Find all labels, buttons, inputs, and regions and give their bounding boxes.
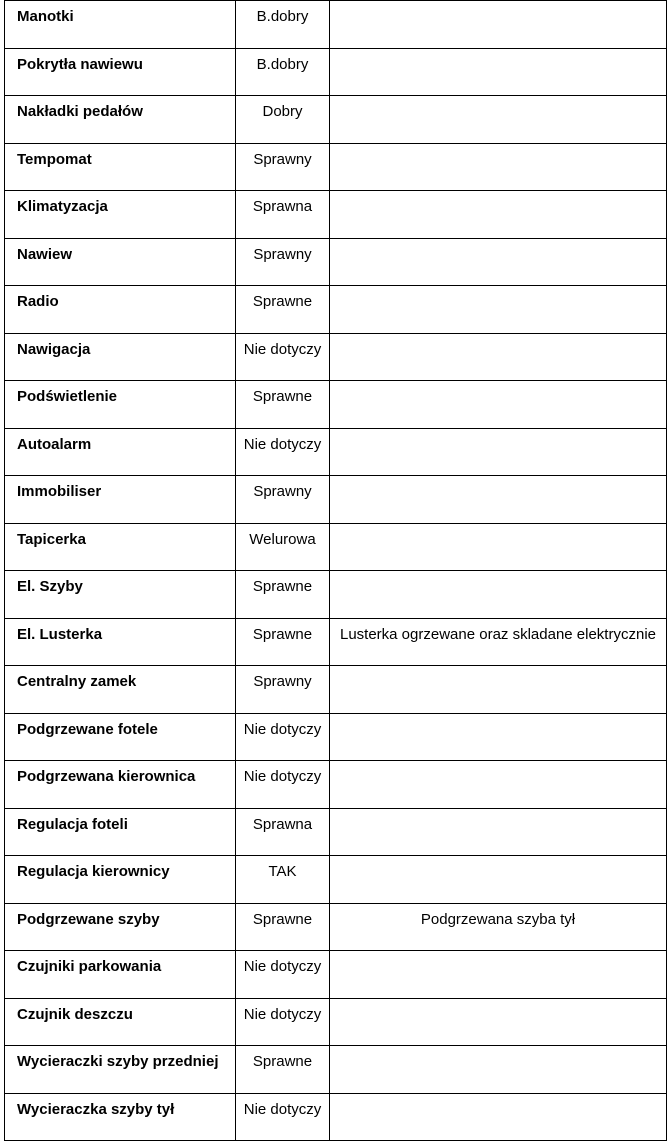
item-label-cell (5, 523, 236, 571)
item-label-cell (5, 998, 236, 1046)
item-note-cell (330, 1, 667, 49)
item-status-cell (236, 381, 330, 429)
item-status-cell (236, 476, 330, 524)
table-row (5, 523, 667, 571)
item-note-cell (330, 191, 667, 239)
table-row (5, 1, 667, 49)
item-label: Podgrzewane fotele (17, 720, 158, 738)
item-status-cell (236, 48, 330, 96)
item-status: Sprawna (252, 198, 313, 215)
item-status: Nie dotyczy (243, 720, 322, 738)
item-status-cell (236, 1093, 330, 1141)
item-label-cell (5, 143, 236, 191)
item-note-cell (330, 998, 667, 1046)
item-label: Wycieraczki szyby przedniej (17, 1053, 219, 1070)
item-status: Sprawne (252, 578, 313, 595)
item-label: Radio (17, 293, 59, 310)
item-label-cell (5, 618, 236, 666)
item-status-cell (236, 808, 330, 856)
table-row (5, 808, 667, 856)
item-label-cell (5, 1093, 236, 1141)
item-note-cell (330, 808, 667, 856)
item-label-cell (5, 238, 236, 286)
item-label: Immobiliser (17, 483, 102, 500)
item-label-cell (5, 191, 236, 239)
item-note-cell (330, 523, 667, 571)
item-status-cell (236, 856, 330, 904)
item-status-cell (236, 761, 330, 809)
item-label: Czujniki parkowania (17, 958, 162, 975)
item-label-cell (5, 571, 236, 619)
item-note-cell (330, 903, 667, 951)
item-label: Tempomat (17, 150, 92, 168)
item-label: Regulacja kierownicy (17, 863, 170, 880)
table-row (5, 1093, 667, 1141)
item-status: Sprawna (252, 815, 313, 833)
item-label: Centralny zamek (17, 673, 137, 690)
item-label-cell (5, 476, 236, 524)
table-row (5, 618, 667, 666)
item-note-cell (330, 666, 667, 714)
item-label: Klimatyzacja (17, 198, 108, 215)
item-label: Podgrzewane szyby (17, 910, 160, 928)
item-label-cell (5, 761, 236, 809)
item-label-cell (5, 903, 236, 951)
item-status-cell (236, 903, 330, 951)
item-status-cell (236, 286, 330, 334)
equipment-checklist-table (4, 0, 667, 1141)
item-status: Nie dotyczy (243, 768, 322, 785)
item-note-cell (330, 856, 667, 904)
item-note-cell (330, 333, 667, 381)
item-status-cell (236, 998, 330, 1046)
item-label-cell (5, 951, 236, 999)
item-label-cell (5, 381, 236, 429)
item-status: Welurowa (249, 530, 316, 548)
item-status: Sprawny (253, 673, 312, 690)
item-label-cell (5, 713, 236, 761)
item-status: Nie dotyczy (243, 1100, 322, 1118)
item-status: Sprawne (252, 625, 313, 643)
item-label: Tapicerka (17, 530, 86, 548)
checklist-body (5, 1, 667, 1141)
item-status: Nie dotyczy (243, 340, 322, 358)
item-note-cell (330, 476, 667, 524)
item-label: El. Szyby (17, 578, 83, 595)
item-note-cell (330, 951, 667, 999)
item-label-cell (5, 808, 236, 856)
item-status-cell (236, 951, 330, 999)
item-note: Podgrzewana szyba tył (420, 910, 576, 928)
table-row (5, 1046, 667, 1094)
table-row (5, 713, 667, 761)
item-label-cell (5, 48, 236, 96)
table-row (5, 333, 667, 381)
table-row (5, 238, 667, 286)
item-label: Podgrzewana kierownica (17, 768, 196, 785)
item-note-cell (330, 428, 667, 476)
table-row (5, 96, 667, 144)
table-row (5, 998, 667, 1046)
item-status-cell (236, 333, 330, 381)
item-note-cell (330, 713, 667, 761)
item-note-cell (330, 48, 667, 96)
item-status: TAK (268, 863, 297, 880)
item-label-cell (5, 333, 236, 381)
item-status-cell (236, 143, 330, 191)
item-status-cell (236, 428, 330, 476)
item-status-cell (236, 238, 330, 286)
item-note-cell (330, 381, 667, 429)
item-status-cell (236, 1046, 330, 1094)
item-label: Czujnik deszczu (17, 1005, 133, 1023)
item-status: Nie dotyczy (243, 958, 322, 975)
table-row (5, 951, 667, 999)
item-status-cell (236, 666, 330, 714)
item-label: Wycieraczka szyby tył (17, 1100, 175, 1118)
item-note-cell (330, 286, 667, 334)
item-status: B.dobry (256, 8, 309, 25)
table-row (5, 428, 667, 476)
item-status-cell (236, 713, 330, 761)
item-status: Sprawne (252, 1053, 313, 1070)
item-status: Sprawne (252, 388, 313, 405)
item-status: Nie dotyczy (243, 1005, 322, 1023)
item-label-cell (5, 1046, 236, 1094)
item-label: Autoalarm (17, 435, 92, 453)
table-row (5, 476, 667, 524)
item-status: Nie dotyczy (243, 435, 322, 453)
item-status-cell (236, 523, 330, 571)
item-status: Sprawny (253, 150, 312, 168)
item-label-cell (5, 96, 236, 144)
table-row (5, 903, 667, 951)
item-note-cell (330, 1046, 667, 1094)
table-row (5, 381, 667, 429)
item-note: Lusterka ogrzewane oraz skladane elektrycznie (339, 625, 656, 643)
item-label: Podświetlenie (17, 388, 118, 405)
item-note-cell (330, 238, 667, 286)
item-label: Nakładki pedałów (17, 103, 143, 120)
item-note-cell (330, 1093, 667, 1141)
item-label: Manotki (17, 8, 74, 25)
table-row (5, 143, 667, 191)
item-status-cell (236, 191, 330, 239)
item-status-cell (236, 618, 330, 666)
table-row (5, 761, 667, 809)
item-label: Nawiew (17, 245, 73, 263)
table-row (5, 666, 667, 714)
item-label-cell (5, 666, 236, 714)
item-status: Sprawne (252, 293, 313, 310)
item-status: Sprawny (253, 483, 312, 500)
item-note-cell (330, 96, 667, 144)
item-status-cell (236, 571, 330, 619)
item-label: Pokrytła nawiewu (17, 55, 143, 73)
item-label-cell (5, 286, 236, 334)
item-status: Sprawne (252, 910, 313, 928)
item-status-cell (236, 1, 330, 49)
table-row (5, 286, 667, 334)
item-note-cell (330, 571, 667, 619)
item-status-cell (236, 96, 330, 144)
item-label-cell (5, 428, 236, 476)
table-row (5, 48, 667, 96)
item-status: B.dobry (256, 55, 309, 73)
item-status: Sprawny (253, 245, 312, 263)
table-row (5, 571, 667, 619)
table-row (5, 856, 667, 904)
item-note-cell (330, 618, 667, 666)
item-label: Nawigacja (17, 340, 91, 358)
item-label-cell (5, 856, 236, 904)
item-note-cell (330, 143, 667, 191)
item-status: Dobry (262, 103, 303, 120)
item-note-cell (330, 761, 667, 809)
item-label: El. Lusterka (17, 625, 103, 643)
item-label: Regulacja foteli (17, 815, 128, 833)
item-label-cell (5, 1, 236, 49)
table-row (5, 191, 667, 239)
